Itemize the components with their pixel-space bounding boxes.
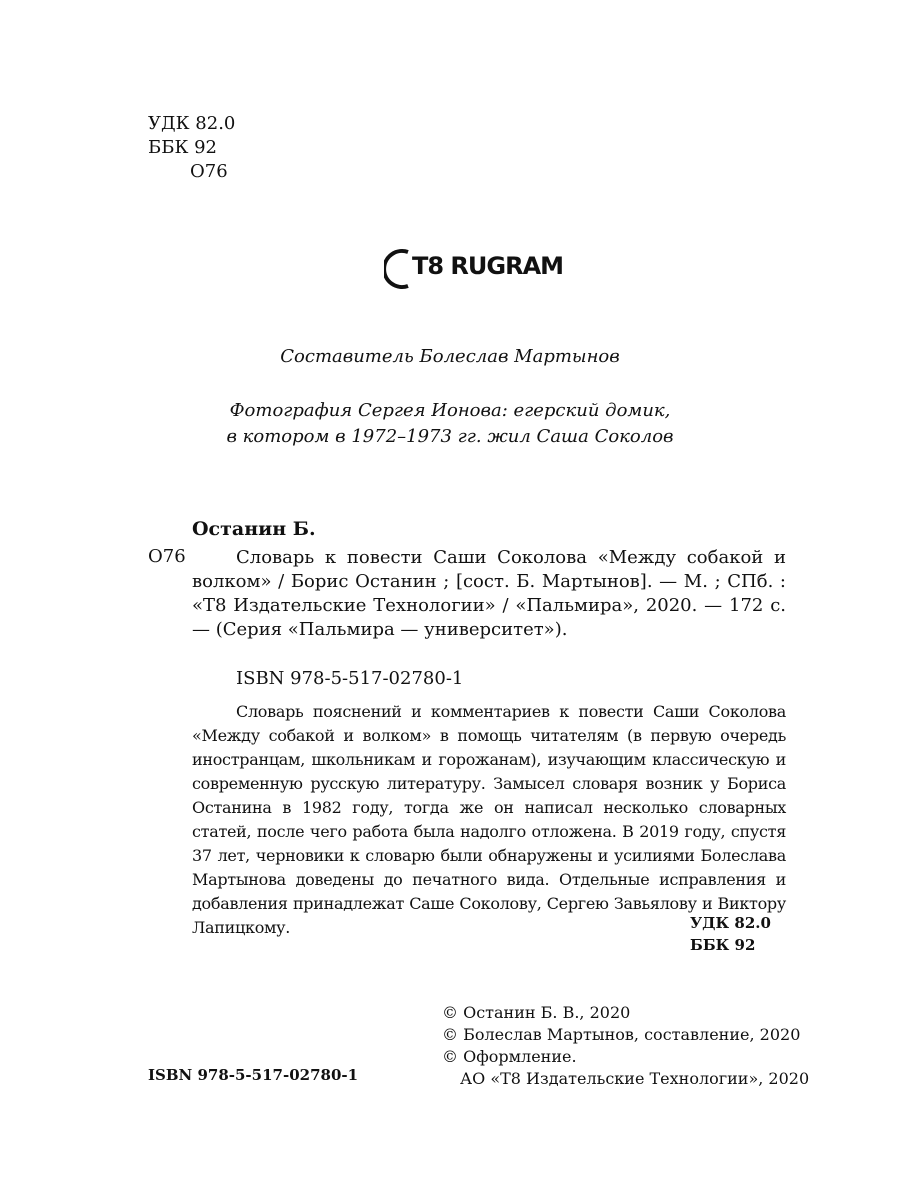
copyright-line-2: © Болеслав Мартынов, составление, 2020	[442, 1025, 801, 1044]
isbn-bottom: ISBN 978-5-517-02780-1	[148, 1066, 359, 1084]
bbk-code-right: ББК 92	[690, 936, 756, 954]
compiler-credit: Составитель Болеслав Мартынов	[280, 346, 620, 367]
author-heading: Останин Б.	[192, 518, 316, 540]
bibliographic-description	[192, 546, 786, 642]
photo-caption	[0, 398, 900, 450]
udk-code-right: УДК 82.0	[690, 914, 771, 932]
copyright-line-1: © Останин Б. В., 2020	[442, 1003, 631, 1022]
classification-block-right	[690, 912, 771, 956]
udk-code: УДК 82.0	[148, 113, 236, 134]
copyright-line-3: © Оформление.	[442, 1047, 577, 1066]
logo-text: T8 RUGRAM	[412, 252, 564, 280]
copyright-block	[442, 1002, 809, 1090]
photo-caption-line-1: Фотография Сергея Ионова: егерский домик,	[229, 400, 671, 421]
annotation-text: Словарь пояснений и комментариев к повести Саши Соколова «Между собакой и волком» в помощь читателям (в первую очередь иностранцам, школьникам и горожанам), изучающим классическую и современную русскую литературу. Замысел словаря возник у Бориса Останина в 1982 году, тогда же он написал несколько словарных статей, после чего работа была надолго отложена. В 2019 году, спустя 37 лет, черновики к словарю были обнаружены и усилиями Болеслава Мартынова доведены до печатного вида. Отдельные исправления и добавления принадлежат Саше Соколову, Сергею Завьялову и Виктору Лапицкому.	[192, 702, 786, 937]
bibliographic-text: Словарь к повести Саши Соколова «Между собакой и волком» / Борис Останин ; [сост. Б. Мартынов]. — М. ; СПб. : «Т8 Издательские Технологии» / «Пальмира», 2020. — 172 с. — (Серия «Пальмира — университет»).	[192, 547, 786, 640]
isbn-bibliographic: ISBN 978-5-517-02780-1	[236, 668, 464, 689]
author-sign: О76	[190, 161, 228, 182]
bbk-code: ББК 92	[148, 137, 218, 158]
publisher-logo	[384, 246, 564, 292]
photo-caption-line-2: в котором в 1972–1973 гг. жил Саша Соколов	[226, 426, 674, 447]
copyright-line-4: АО «Т8 Издательские Технологии», 2020	[460, 1069, 810, 1088]
classification-block-top	[148, 112, 235, 184]
author-sign-bib: О76	[148, 546, 186, 567]
